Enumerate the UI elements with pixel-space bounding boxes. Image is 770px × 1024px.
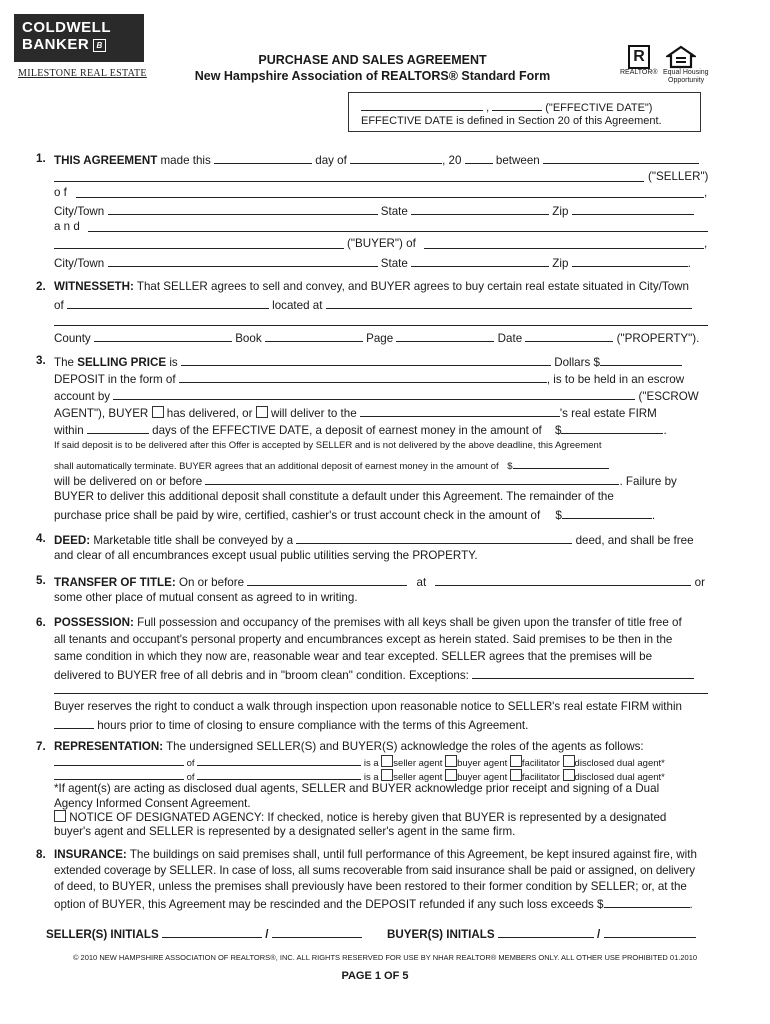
buyer-initials-line xyxy=(387,926,696,941)
insurance-line-1 xyxy=(54,848,697,861)
seller-agent-checkbox-2[interactable] xyxy=(381,769,393,781)
selling-price-amount-field[interactable] xyxy=(600,354,682,366)
agent-role-row-1 xyxy=(54,754,665,769)
section-8-number: 8. xyxy=(36,848,46,861)
escrow-agent-field[interactable] xyxy=(113,388,635,400)
text: The undersigned SELLER(S) and BUYER(S) acknowledge the roles of the agents as follows: xyxy=(166,740,644,753)
deposit-days-field[interactable] xyxy=(87,422,149,434)
transfer-place-field[interactable] xyxy=(435,574,691,586)
book-label: Book xyxy=(235,332,262,345)
text: seller agent xyxy=(393,772,443,783)
buyer-agent-checkbox-2[interactable] xyxy=(445,769,457,781)
agreement-month-field[interactable] xyxy=(350,152,442,164)
realtor-caption: REALTOR® xyxy=(620,69,658,76)
office-name: MILESTONE REAL ESTATE xyxy=(18,68,147,79)
seller-agent-checkbox-1[interactable] xyxy=(381,755,393,767)
copyright-footer: © 2010 NEW HAMPSHIRE ASSOCIATION OF REALTORS®, INC. ALL RIGHTS RESERVED FOR USE BY NHAR REALTOR® MEMBERS ONLY. ALL OTHER USE PROHIBITED 01.2010 xyxy=(72,953,698,962)
text: . Failure by xyxy=(619,475,677,488)
insurance-line-2: extended coverage by SELLER. In case of loss, all sums recoverable from said insurance shall be paid or assigned, on delivery xyxy=(54,864,695,877)
insurance-line-3: of deed, to BUYER, unless the premises shall previously have been restored to their former condition by SELLER; or, at the xyxy=(54,880,687,893)
dual-agency-note-1: *If agent(s) are acting as disclosed dual agents, SELLER and BUYER acknowledge prior receipt and signing of a Dual xyxy=(54,782,660,795)
additional-deposit-field[interactable] xyxy=(513,457,609,469)
text: Full possession and occupancy of the premises with all keys shall be given upon the transfer of title free of xyxy=(137,616,682,629)
text: facilitator xyxy=(521,772,560,783)
deed-line-1 xyxy=(54,532,694,547)
section-2-line-1 xyxy=(54,280,689,293)
agent-firm-field-2[interactable] xyxy=(197,768,361,780)
selling-price-words-field[interactable] xyxy=(181,354,551,366)
section-6-number: 6. xyxy=(36,616,46,629)
deed-line-2: and clear of all encumbrances except usual public utilities serving the PROPERTY. xyxy=(54,549,478,562)
text: buyer agent xyxy=(457,758,508,769)
slash: / xyxy=(597,928,601,941)
section-2-line-2 xyxy=(54,297,692,312)
page-label: Page xyxy=(366,332,394,345)
text: account by xyxy=(54,390,111,403)
transfer-date-field[interactable] xyxy=(247,574,407,586)
deposit-condition-2 xyxy=(54,457,609,472)
buyer-agent-checkbox-1[interactable] xyxy=(445,755,457,767)
located-at-field[interactable] xyxy=(326,297,692,309)
text: will deliver to the xyxy=(270,407,357,420)
section-7-number: 7. xyxy=(36,740,46,753)
text: deed, and shall be free xyxy=(575,534,694,547)
text: is a xyxy=(363,772,379,783)
seller-initials-field-2[interactable] xyxy=(272,926,362,938)
period: . xyxy=(689,898,693,911)
deposit-amount-field[interactable] xyxy=(561,422,663,434)
book-field[interactable] xyxy=(265,330,363,342)
effective-year-field[interactable] xyxy=(492,99,542,111)
possession-head: POSSESSION: xyxy=(54,616,134,629)
text: The xyxy=(54,356,74,369)
agent-name-field-2[interactable] xyxy=(54,768,184,780)
walk-through-hours-field[interactable] xyxy=(54,717,94,729)
section-1-number: 1. xyxy=(36,152,46,165)
dual-agent-checkbox-2[interactable] xyxy=(563,769,575,781)
purchase-balance-line xyxy=(54,507,655,522)
city-label: City/Town xyxy=(54,257,105,270)
will-deliver-checkbox[interactable] xyxy=(256,406,268,418)
agent-role-row-2 xyxy=(54,768,665,783)
transfer-line-2: some other place of mutual consent as agreed to in writing. xyxy=(54,591,358,604)
text: option of BUYER, this Agreement may be rescinded and the DEPOSIT refunded if any such loss exceeds $ xyxy=(54,898,604,911)
text: 's real estate FIRM xyxy=(559,407,657,420)
date-field[interactable] xyxy=(525,330,613,342)
insurance-head: INSURANCE: xyxy=(54,848,127,861)
eho-caption-2: Opportunity xyxy=(668,77,705,84)
loss-amount-field[interactable] xyxy=(604,896,690,908)
zip-label: Zip xyxy=(552,257,569,270)
period: . xyxy=(651,509,656,522)
and-label: a n d xyxy=(54,220,80,233)
text: NOTICE OF DESIGNATED AGENCY: If checked, notice is hereby given that BUYER is represented by a designated xyxy=(69,811,667,824)
escrow-account-line xyxy=(54,388,699,403)
dual-agency-note-2: Agency Informed Consent Agreement. xyxy=(54,797,251,810)
buyer-default-line: BUYER to deliver this additional deposit shall constitute a default under this Agreement. The remainder of the xyxy=(54,490,614,503)
text: hours prior to time of closing to ensure compliance with the terms of this Agreement. xyxy=(97,719,529,732)
text: between xyxy=(495,154,540,167)
insurance-line-4 xyxy=(54,896,693,911)
buyer-state-field[interactable] xyxy=(411,255,549,267)
text: facilitator xyxy=(521,758,560,769)
text: is a xyxy=(363,758,379,769)
section-3-number: 3. xyxy=(36,354,46,367)
property-label: ("PROPERTY"). xyxy=(616,332,700,345)
dollar-sign: $ xyxy=(555,509,562,522)
eho-caption-1: Equal Housing xyxy=(663,69,709,76)
effective-date-line xyxy=(361,99,652,114)
text: disclosed dual agent* xyxy=(574,772,665,783)
has-delivered-checkbox[interactable] xyxy=(152,406,164,418)
walk-through-line-1: Buyer reserves the right to conduct a walk through inspection upon reasonable notice to SELLER's real estate FIRM within xyxy=(54,700,682,713)
selling-price-line xyxy=(54,354,682,369)
effective-date-field[interactable] xyxy=(361,99,483,111)
seller-of-label: o f xyxy=(54,186,67,199)
seller-city-field[interactable] xyxy=(108,203,378,215)
buyer-name-field-2[interactable] xyxy=(54,248,344,249)
realtor-icon: R xyxy=(628,45,650,69)
seller-state-field[interactable] xyxy=(411,203,549,215)
period: . xyxy=(687,257,691,270)
deposit-form-field[interactable] xyxy=(179,371,547,383)
buyer-city-line xyxy=(54,255,691,270)
text: seller agent xyxy=(393,758,443,769)
deed-type-field[interactable] xyxy=(296,532,572,544)
facilitator-checkbox-1[interactable] xyxy=(510,755,522,767)
text: disclosed dual agent* xyxy=(574,758,665,769)
text: made this xyxy=(160,154,211,167)
city-town-field[interactable] xyxy=(67,297,269,309)
text: AGENT"), BUYER xyxy=(54,407,149,420)
buyer-delivery-line xyxy=(54,405,657,420)
dollars-label: Dollars $ xyxy=(554,356,600,369)
text: Marketable title shall be conveyed by a xyxy=(93,534,294,547)
text: is xyxy=(169,356,178,369)
logo-line1: COLDWELL xyxy=(22,19,111,36)
seller-initials-line xyxy=(46,926,362,941)
buyer-name-field-1[interactable] xyxy=(88,231,708,232)
effective-date-definition: EFFECTIVE DATE is defined in Section 20 of this Agreement. xyxy=(361,115,662,127)
comma: , xyxy=(704,186,708,199)
buyer-city-field[interactable] xyxy=(108,255,378,267)
additional-deposit-date-line xyxy=(54,473,677,488)
facilitator-checkbox-2[interactable] xyxy=(510,769,522,781)
text: days of the EFFECTIVE DATE, a deposit of earnest money in the amount of xyxy=(152,424,542,437)
of-label: of xyxy=(54,299,64,312)
text: ("ESCROW xyxy=(638,390,699,403)
possession-line-4 xyxy=(54,667,694,682)
state-label: State xyxy=(380,205,408,218)
exceptions-field-2[interactable] xyxy=(54,693,708,694)
county-label: County xyxy=(54,332,91,345)
deed-head: DEED: xyxy=(54,534,91,547)
logo-mark: B xyxy=(93,39,106,52)
text: of xyxy=(186,772,195,783)
walk-through-line-2 xyxy=(54,717,528,732)
exceptions-field[interactable] xyxy=(472,667,694,679)
text: , 20 xyxy=(442,154,462,167)
buyer-initials-field-2[interactable] xyxy=(604,926,696,938)
text: buyer agent xyxy=(457,772,508,783)
equal-housing-icon xyxy=(666,45,696,69)
deposit-condition-1: If said deposit is to be delivered after this Offer is accepted by SELLER and is not delivered by the above deadline, this Agreement xyxy=(54,440,602,451)
section-2-head: WITNESSETH: xyxy=(54,280,134,293)
selling-price-head: SELLING PRICE xyxy=(77,356,167,369)
seller-initials-label: SELLER(S) INITIALS xyxy=(46,928,159,941)
document-title: PURCHASE AND SALES AGREEMENT xyxy=(258,53,487,67)
text: will be delivered on or before xyxy=(54,475,203,488)
between-field[interactable] xyxy=(543,152,699,164)
text: shall automatically terminate. BUYER agrees that an additional deposit of earnest money in the amount of xyxy=(54,461,499,472)
text: DEPOSIT in the form of xyxy=(54,373,176,386)
text: On or before xyxy=(178,576,245,589)
document-subtitle: New Hampshire Association of REALTORS® Standard Form xyxy=(194,69,551,83)
seller-label: ("SELLER") xyxy=(648,170,709,183)
section-2-recording-line xyxy=(54,330,699,345)
section-2-number: 2. xyxy=(36,280,46,293)
text: That SELLER agrees to sell and convey, and BUYER agrees to buy certain real estate situated in City/Town xyxy=(136,280,689,293)
designated-agency-line-2: buyer's agent and SELLER is represented by a designated seller's agent in the same firm. xyxy=(54,825,516,838)
transfer-line-1 xyxy=(54,574,705,589)
text: The buildings on said premises shall, until full performance of this Agreement, be kept insured against fire, with xyxy=(129,848,697,861)
seller-initials-field-1[interactable] xyxy=(162,926,262,938)
effective-date-label: ("EFFECTIVE DATE") xyxy=(545,102,653,114)
property-address-field[interactable] xyxy=(54,325,708,326)
buyer-initials-label: BUYER(S) INITIALS xyxy=(387,928,495,941)
dual-agent-checkbox-1[interactable] xyxy=(563,755,575,767)
city-label: City/Town xyxy=(54,205,105,218)
text: day of xyxy=(315,154,347,167)
text: purchase price shall be paid by wire, certified, cashier's or trust account check in the amount of xyxy=(54,509,541,522)
state-label: State xyxy=(380,257,408,270)
logo-line2 xyxy=(22,36,136,53)
zip-label: Zip xyxy=(552,205,569,218)
additional-deposit-date-field[interactable] xyxy=(205,473,619,485)
balance-amount-field[interactable] xyxy=(562,507,652,519)
representation-line-1 xyxy=(54,740,644,753)
text: at xyxy=(416,576,427,589)
seller-zip-field[interactable] xyxy=(572,203,694,215)
designated-agency-line xyxy=(54,810,666,824)
agreement-day-field[interactable] xyxy=(214,152,312,164)
seller-address-field[interactable] xyxy=(76,197,704,198)
text: or xyxy=(694,576,705,589)
page-number: PAGE 1 OF 5 xyxy=(341,970,409,982)
deposit-line xyxy=(54,371,684,386)
text: has delivered, or xyxy=(166,407,253,420)
possession-line-1 xyxy=(54,616,682,629)
section-4-number: 4. xyxy=(36,532,46,545)
deposit-within-line xyxy=(54,422,667,437)
section-1-head: THIS AGREEMENT xyxy=(54,154,158,167)
effective-date-box xyxy=(348,92,701,132)
agreement-year-field[interactable] xyxy=(465,152,493,164)
dollar-sign: $ xyxy=(555,424,562,437)
possession-line-2: all tenants and occupant's personal property and encumbrances except as herein stated. Said premises to be then in the xyxy=(54,633,673,646)
text: within xyxy=(54,424,84,437)
comma: , xyxy=(486,102,490,114)
period: . xyxy=(663,424,667,437)
designated-agency-checkbox[interactable] xyxy=(54,810,66,822)
possession-line-3: same condition in which they now are, reasonable wear and tear excepted. SELLER agrees that the premises will be xyxy=(54,650,653,663)
located-label: located at xyxy=(272,299,323,312)
agent-name-field-1[interactable] xyxy=(54,754,184,766)
agent-firm-field-1[interactable] xyxy=(197,754,361,766)
text: , is to be held in an escrow xyxy=(546,373,685,386)
text: of xyxy=(186,758,195,769)
buyer-address-field[interactable] xyxy=(424,248,704,249)
buyer-zip-field[interactable] xyxy=(572,255,688,267)
transfer-head: TRANSFER OF TITLE: xyxy=(54,576,176,589)
date-label: Date xyxy=(497,332,523,345)
firm-name-field[interactable] xyxy=(360,405,560,417)
seller-name-field[interactable] xyxy=(54,181,644,182)
page-field[interactable] xyxy=(396,330,494,342)
seller-city-line xyxy=(54,203,694,218)
dollar-sign: $ xyxy=(507,461,513,472)
representation-head: REPRESENTATION: xyxy=(54,740,164,753)
text: delivered to BUYER free of all debris and in "broom clean" condition. Exceptions: xyxy=(54,669,469,682)
section-5-number: 5. xyxy=(36,574,46,587)
section-1-line-1 xyxy=(54,152,699,167)
comma: , xyxy=(704,237,708,250)
county-field[interactable] xyxy=(94,330,232,342)
buyer-initials-field-1[interactable] xyxy=(498,926,594,938)
logo-line2-text: BANKER xyxy=(22,36,90,53)
buyer-of-label: ("BUYER") of xyxy=(347,237,416,250)
slash: / xyxy=(265,928,269,941)
